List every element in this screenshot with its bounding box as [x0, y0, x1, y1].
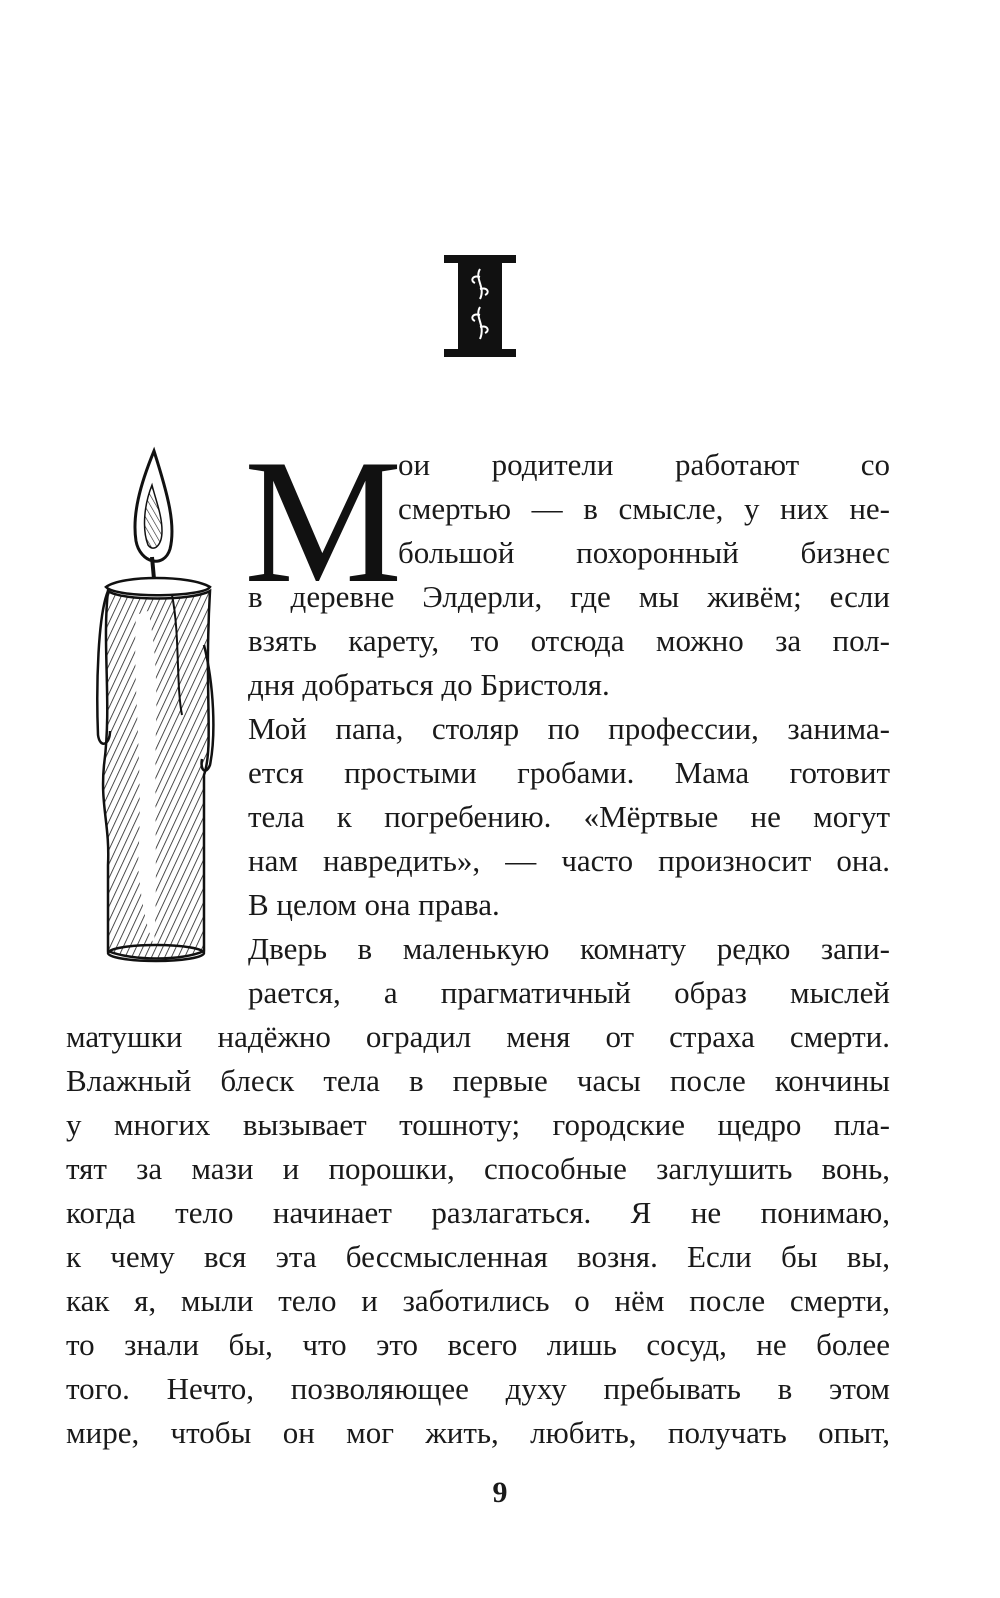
text-line: того. Нечто, позволяющее духу пребывать в этом [66, 1371, 890, 1406]
text-line: Влажный блеск тела в первые часы после кончины [66, 1063, 890, 1098]
candle-illustration [92, 445, 218, 967]
text-line: тела к погребению. «Мёртвые не могут [248, 799, 890, 834]
text-line: нам навредить», — часто произносит она. [248, 843, 890, 878]
text-line: ои родители работают со [398, 447, 890, 482]
text-line: Мой папа, столяр по профессии, занима- [248, 711, 890, 746]
text-line: дня добраться до Бристоля. [248, 667, 610, 702]
text-line: в деревне Элдерли, где мы живём; если [248, 579, 890, 614]
text-line: смертью — в смысле, у них не- [398, 491, 890, 526]
text-line: у многих вызывает тошноту; городские щедро пла- [66, 1107, 890, 1142]
page-number: 9 [492, 1476, 508, 1509]
drop-cap: М [244, 422, 403, 620]
text-line: когда тело начинает разлагаться. Я не понимаю, [66, 1195, 890, 1230]
text-line: как я, мыли тело и заботились о нём после смерти, [66, 1283, 890, 1318]
text-line: тят за мази и порошки, способные заглушить вонь, [66, 1151, 890, 1186]
text-line: матушки надёжно оградил меня от страха смерти. [66, 1019, 890, 1054]
chapter-numeral [444, 255, 516, 357]
text-line: рается, а прагматичный образ мыслей [248, 975, 890, 1010]
text-line: к чему вся эта бессмысленная возня. Если бы вы, [66, 1239, 890, 1274]
text-line: то знали бы, что это всего лишь сосуд, не более [66, 1327, 890, 1362]
text-line: В целом она права. [248, 887, 500, 922]
text-line: ется простыми гробами. Мама готовит [248, 755, 890, 790]
text-line: Дверь в маленькую комнату редко запи- [248, 931, 890, 966]
text-line: взять карету, то отсюда можно за пол- [248, 623, 890, 658]
text-line: мире, чтобы он мог жить, любить, получать опыт, [66, 1415, 890, 1450]
candle-body [103, 591, 210, 959]
text-line: большой похоронный бизнес [398, 535, 890, 570]
